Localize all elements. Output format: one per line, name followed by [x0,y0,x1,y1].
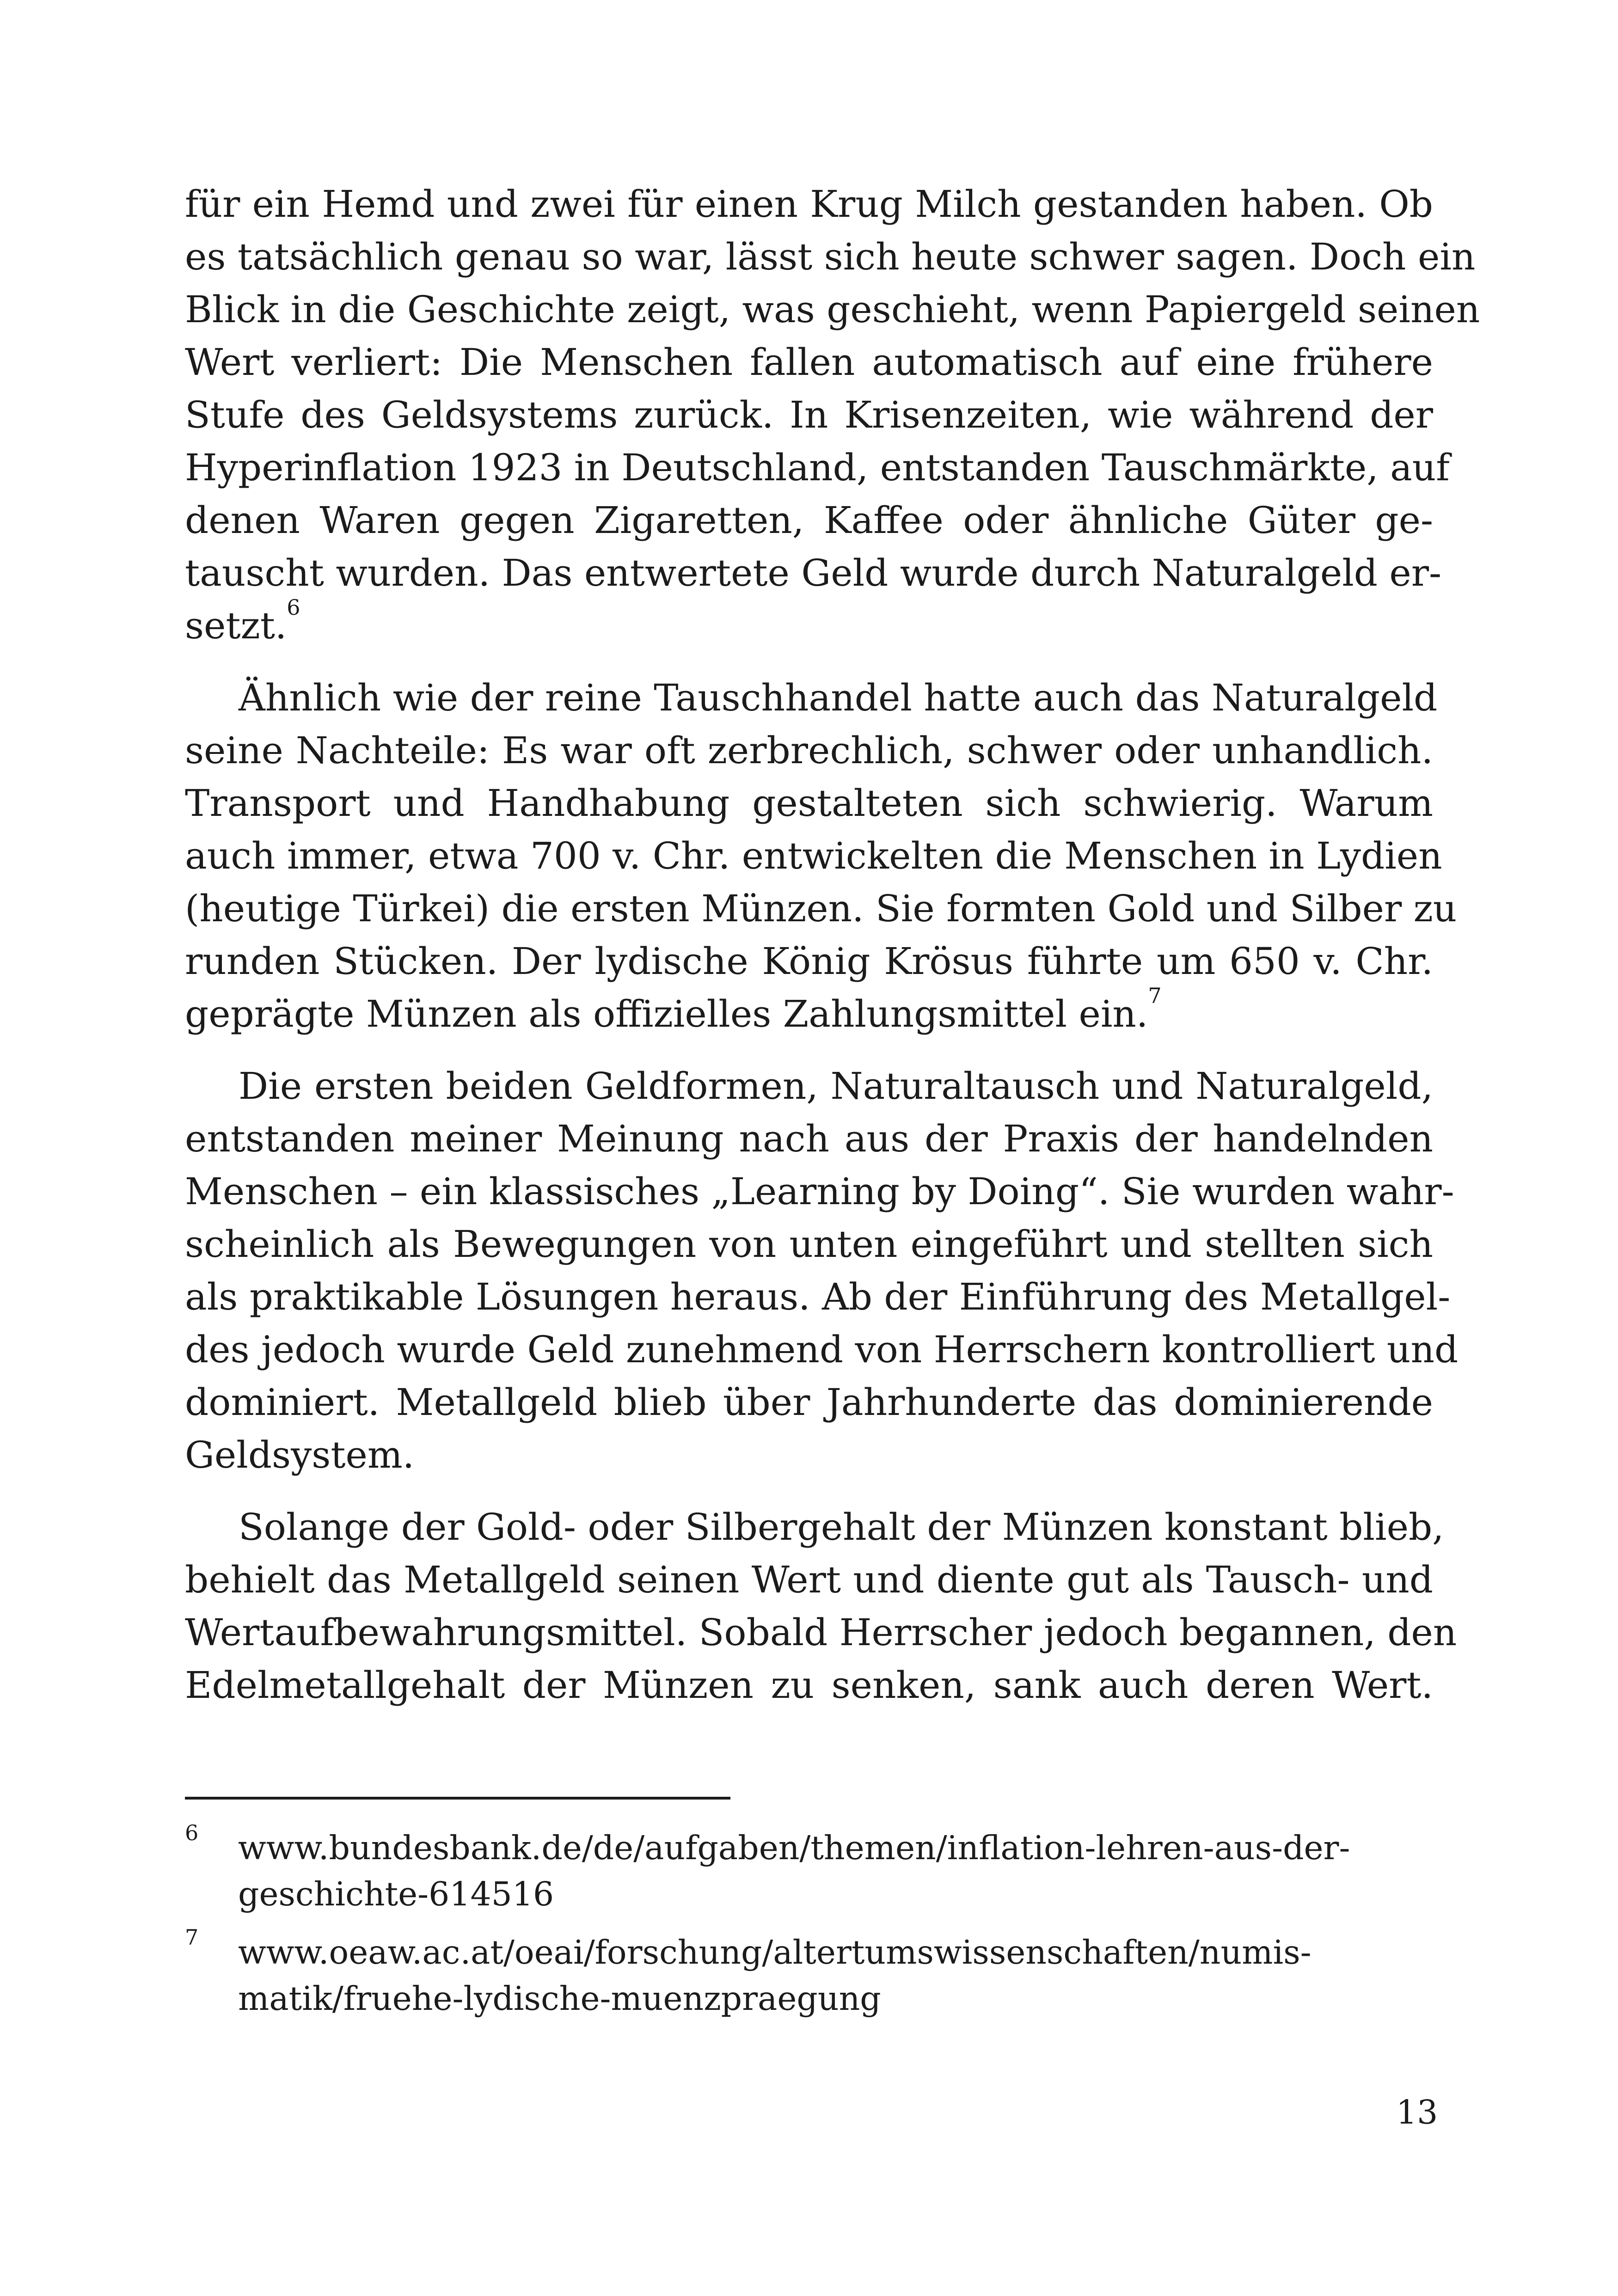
text-line: (heutige Türkei) die ersten Münzen. Sie formten Gold und Silber zu [185,887,1457,930]
text-line: runden Stücken. Der lydische König Krösus führte um 650 v. Chr. [185,940,1433,983]
text-line-content: Ähnlich wie der reine Tauschhandel hatte auch das Naturalgeld [239,676,1438,719]
text-line: des jedoch wurde Geld zunehmend von Herrschern kontrolliert und [185,1328,1459,1371]
footnote-link-line[interactable]: matik/fruehe-lydische-muenzpraegung [238,1979,881,2018]
text-line [185,1501,1444,1554]
footnote-reference[interactable]: 7 [1148,983,1162,1008]
footnote-reference[interactable]: 6 [287,595,300,620]
text-line: Stufe des Geldsystems zurück. In Krisenzeiten, wie während der [185,393,1433,436]
text-line: es tatsächlich genau so war, lässt sich heute schwer sagen. Doch ein [185,235,1476,278]
text-line: für ein Hemd und zwei für einen Krug Milch gestanden haben. Ob [185,183,1433,226]
footnote-link-line[interactable]: geschichte-614516 [238,1875,554,1913]
footnote-7 [185,1925,1433,2022]
footnotes [185,1820,1433,2022]
text-line: tauscht wurden. Das entwertete Geld wurde durch Naturalgeld er- [185,551,1442,594]
footnote-number: 7 [185,1925,199,1950]
body-text [185,178,1480,1712]
text-line: als praktikable Lösungen heraus. Ab der Einführung des Metallgel- [185,1275,1451,1318]
text-line [185,672,1438,724]
text-line-with-footnote [185,983,1433,1041]
text-line: Hyperinflation 1923 in Deutschland, entstanden Tauschmärkte, auf [185,446,1450,489]
text-line-with-footnote [185,595,1433,652]
text-line-content: Die ersten beiden Geldformen, Naturaltausch und Naturalgeld, [239,1065,1433,1108]
footnote-number: 6 [185,1820,199,1845]
text-line: setzt. [185,604,287,647]
paragraph-gap [185,1482,1433,1501]
text-line-content: Solange der Gold- oder Silbergehalt der Münzen konstant blieb, [239,1506,1444,1549]
text-line: Wertaufbewahrungsmittel. Sobald Herrscher jedoch begannen, den [185,1611,1457,1654]
text-line: Wert verliert: Die Menschen fallen automatisch auf eine frühere [185,341,1433,384]
footnote-separator [185,1797,730,1800]
text-line: Blick in die Geschichte zeigt, was geschieht, wenn Papiergeld seinen [185,288,1480,331]
text-line: Edelmetallgehalt der Münzen zu senken, sank auch deren Wert. [185,1664,1433,1707]
paragraph-gap [185,652,1433,672]
footnote-6 [185,1820,1433,1917]
text-line: scheinlich als Bewegungen von unten eingeführt und stellten sich [185,1223,1433,1266]
text-line: entstanden meiner Meinung nach aus der Praxis der handelnden [185,1117,1433,1160]
text-line: Geldsystem. [185,1433,415,1476]
text-line: Transport und Handhabung gestalteten sich schwierig. Warum [185,782,1433,825]
text-line: Menschen – ein klassisches „Learning by Doing“. Sie wurden wahr- [185,1170,1454,1213]
text-line: seine Nachteile: Es war oft zerbrechlich, schwer oder unhandlich. [185,729,1433,772]
footnote-link-line[interactable]: www.bundesbank.de/de/aufgaben/themen/inflation-lehren-aus-der- [238,1829,1350,1867]
text-line: auch immer, etwa 700 v. Chr. entwickelten die Menschen in Lydien [185,834,1442,877]
text-line: geprägte Münzen als offizielles Zahlungsmittel ein. [185,992,1148,1035]
paragraph-gap [185,1041,1433,1060]
page-number: 13 [1396,2093,1438,2131]
text-line: dominiert. Metallgeld blieb über Jahrhunderte das dominierende [185,1381,1433,1424]
text-line: denen Waren gegen Zigaretten, Kaffee oder ähnliche Güter ge- [185,499,1433,542]
footnote-link-line[interactable]: www.oeaw.ac.at/oeai/forschung/altertumswissenschaften/numis- [238,1933,1312,1971]
text-line [185,1060,1433,1113]
text-line: behielt das Metallgeld seinen Wert und diente gut als Tausch- und [185,1558,1433,1601]
